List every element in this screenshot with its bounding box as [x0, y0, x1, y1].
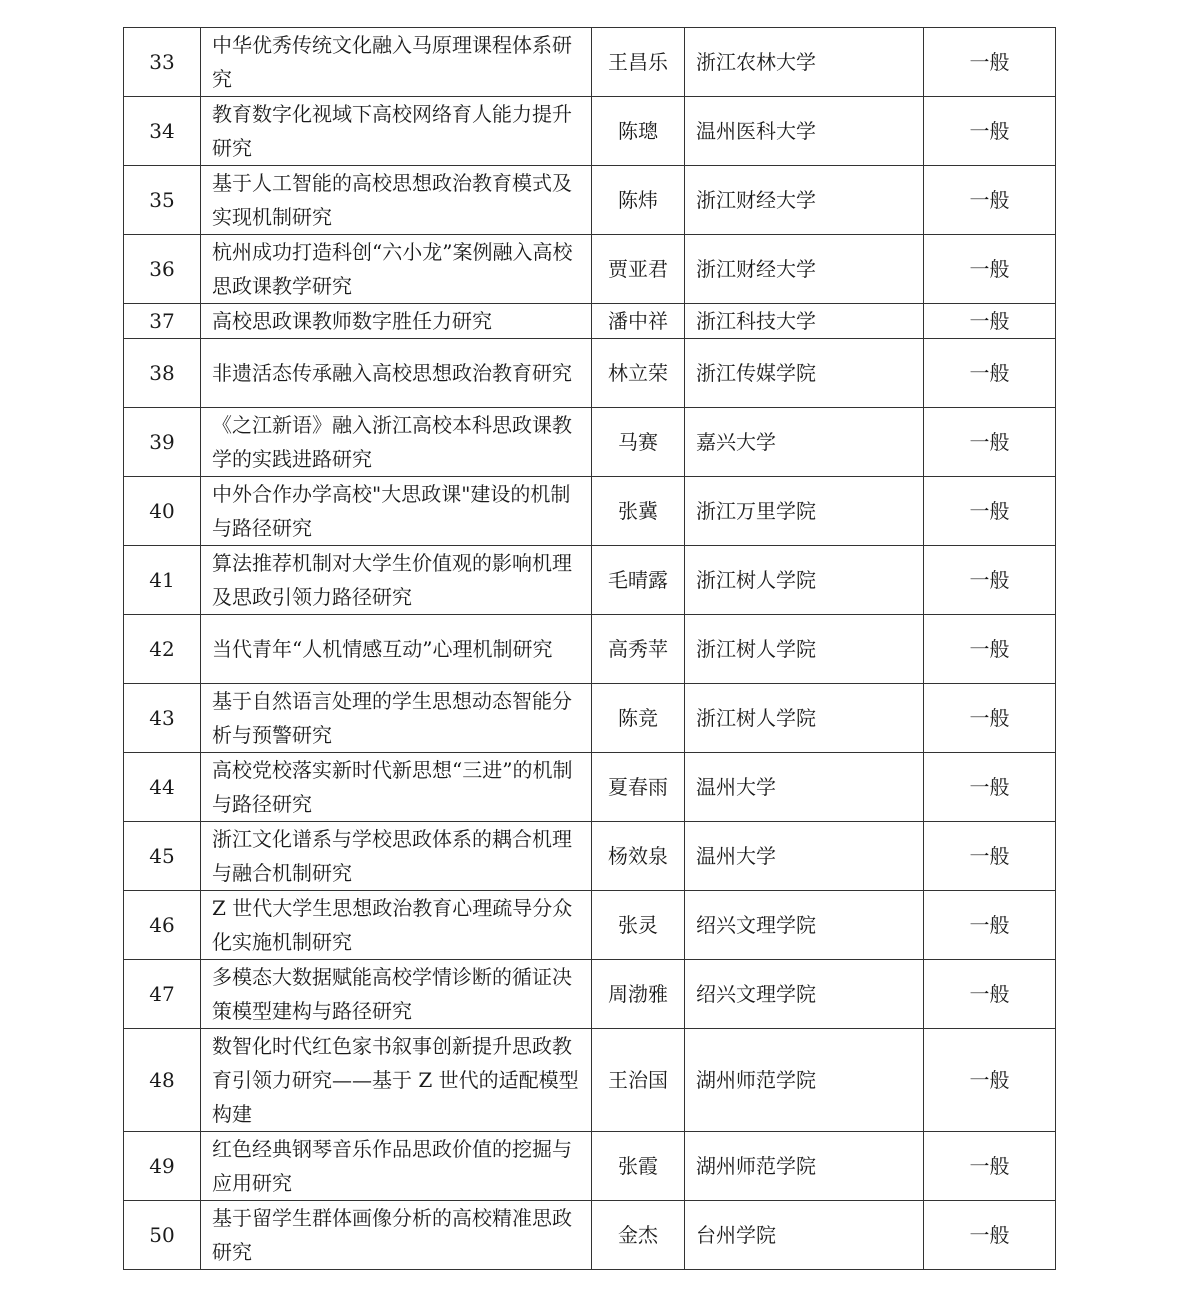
table-row: [124, 891, 1056, 960]
project-leader: 陈璁: [592, 97, 685, 166]
table-row: [124, 753, 1056, 822]
institution: 浙江传媒学院: [685, 339, 924, 408]
project-level: 一般: [924, 822, 1056, 891]
table-row: [124, 615, 1056, 684]
project-leader: 马赛: [592, 408, 685, 477]
project-leader: 毛晴露: [592, 546, 685, 615]
row-number: 46: [124, 891, 201, 960]
institution: 台州学院: [685, 1201, 924, 1270]
project-title: 基于人工智能的高校思想政治教育模式及实现机制研究: [201, 166, 592, 235]
project-leader: 周渤雅: [592, 960, 685, 1029]
project-leader: 贾亚君: [592, 235, 685, 304]
institution: 浙江农林大学: [685, 28, 924, 97]
institution: 温州医科大学: [685, 97, 924, 166]
institution: 绍兴文理学院: [685, 891, 924, 960]
row-number: 50: [124, 1201, 201, 1270]
institution: 温州大学: [685, 822, 924, 891]
row-number: 44: [124, 753, 201, 822]
table-row: [124, 477, 1056, 546]
project-title: 基于留学生群体画像分析的高校精准思政研究: [201, 1201, 592, 1270]
row-number: 49: [124, 1132, 201, 1201]
project-title: 数智化时代红色家书叙事创新提升思政教育引领力研究——基于 Z 世代的适配模型构建: [201, 1029, 592, 1132]
table-row: [124, 235, 1056, 304]
project-title: 红色经典钢琴音乐作品思政价值的挖掘与应用研究: [201, 1132, 592, 1201]
table-row: [124, 339, 1056, 408]
table-row: [124, 1029, 1056, 1132]
project-title: 中外合作办学高校"大思政课"建设的机制与路径研究: [201, 477, 592, 546]
project-level: 一般: [924, 166, 1056, 235]
row-number: 47: [124, 960, 201, 1029]
row-number: 45: [124, 822, 201, 891]
project-level: 一般: [924, 891, 1056, 960]
project-leader: 杨效泉: [592, 822, 685, 891]
project-title: 基于自然语言处理的学生思想动态智能分析与预警研究: [201, 684, 592, 753]
project-level: 一般: [924, 1029, 1056, 1132]
project-title: 杭州成功打造科创“六小龙”案例融入高校思政课教学研究: [201, 235, 592, 304]
row-number: 35: [124, 166, 201, 235]
row-number: 38: [124, 339, 201, 408]
institution: 浙江树人学院: [685, 684, 924, 753]
table-row: [124, 960, 1056, 1029]
project-leader: 张霞: [592, 1132, 685, 1201]
project-leader: 高秀苹: [592, 615, 685, 684]
institution: 绍兴文理学院: [685, 960, 924, 1029]
project-title: 算法推荐机制对大学生价值观的影响机理及思政引领力路径研究: [201, 546, 592, 615]
table-row: [124, 1132, 1056, 1201]
project-title: 教育数字化视域下高校网络育人能力提升研究: [201, 97, 592, 166]
institution: 浙江财经大学: [685, 166, 924, 235]
table-row: [124, 546, 1056, 615]
row-number: 34: [124, 97, 201, 166]
project-leader: 陈竞: [592, 684, 685, 753]
project-level: 一般: [924, 408, 1056, 477]
project-level: 一般: [924, 1201, 1056, 1270]
project-title: 非遗活态传承融入高校思想政治教育研究: [201, 339, 592, 408]
project-leader: 陈炜: [592, 166, 685, 235]
row-number: 37: [124, 304, 201, 339]
row-number: 39: [124, 408, 201, 477]
row-number: 42: [124, 615, 201, 684]
project-title: 浙江文化谱系与学校思政体系的耦合机理与融合机制研究: [201, 822, 592, 891]
row-number: 43: [124, 684, 201, 753]
project-leader: 王治国: [592, 1029, 685, 1132]
project-title: 当代青年“人机情感互动”心理机制研究: [201, 615, 592, 684]
institution: 浙江财经大学: [685, 235, 924, 304]
institution: 浙江树人学院: [685, 546, 924, 615]
project-level: 一般: [924, 1132, 1056, 1201]
institution: 浙江科技大学: [685, 304, 924, 339]
project-level: 一般: [924, 97, 1056, 166]
table-row: [124, 166, 1056, 235]
project-level: 一般: [924, 753, 1056, 822]
project-leader: 张冀: [592, 477, 685, 546]
row-number: 40: [124, 477, 201, 546]
institution: 浙江万里学院: [685, 477, 924, 546]
institution: 湖州师范学院: [685, 1029, 924, 1132]
table-row: [124, 684, 1056, 753]
table-row: [124, 822, 1056, 891]
institution: 浙江树人学院: [685, 615, 924, 684]
project-level: 一般: [924, 615, 1056, 684]
table-row: [124, 1201, 1056, 1270]
project-leader: 王昌乐: [592, 28, 685, 97]
project-table: [123, 27, 1056, 1270]
table-row: [124, 97, 1056, 166]
table-row: [124, 408, 1056, 477]
table-row: [124, 304, 1056, 339]
project-level: 一般: [924, 546, 1056, 615]
project-level: 一般: [924, 960, 1056, 1029]
project-title: 《之江新语》融入浙江高校本科思政课教学的实践进路研究: [201, 408, 592, 477]
institution: 湖州师范学院: [685, 1132, 924, 1201]
project-title: 中华优秀传统文化融入马原理课程体系研究: [201, 28, 592, 97]
project-level: 一般: [924, 235, 1056, 304]
project-leader: 林立荣: [592, 339, 685, 408]
row-number: 48: [124, 1029, 201, 1132]
row-number: 36: [124, 235, 201, 304]
project-title: 多模态大数据赋能高校学情诊断的循证决策模型建构与路径研究: [201, 960, 592, 1029]
project-title: Z 世代大学生思想政治教育心理疏导分众化实施机制研究: [201, 891, 592, 960]
institution: 温州大学: [685, 753, 924, 822]
project-title: 高校党校落实新时代新思想“三进”的机制与路径研究: [201, 753, 592, 822]
project-level: 一般: [924, 28, 1056, 97]
institution: 嘉兴大学: [685, 408, 924, 477]
row-number: 41: [124, 546, 201, 615]
project-leader: 金杰: [592, 1201, 685, 1270]
project-title: 高校思政课教师数字胜任力研究: [201, 304, 592, 339]
project-level: 一般: [924, 684, 1056, 753]
row-number: 33: [124, 28, 201, 97]
project-level: 一般: [924, 304, 1056, 339]
project-leader: 夏春雨: [592, 753, 685, 822]
project-leader: 潘中祥: [592, 304, 685, 339]
project-level: 一般: [924, 339, 1056, 408]
project-leader: 张灵: [592, 891, 685, 960]
project-level: 一般: [924, 477, 1056, 546]
table-row: [124, 28, 1056, 97]
